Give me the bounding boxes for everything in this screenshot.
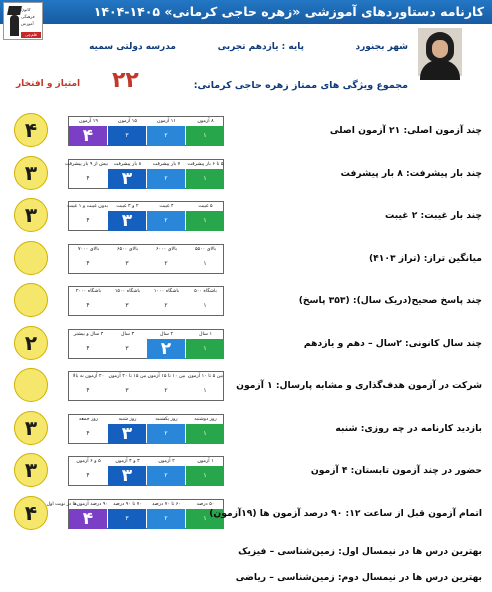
level-cell: ۳ <box>108 169 146 189</box>
best-subjects-term-1: بهترین درس ها در نیمسال اول: زمین‌شناسی – فیزیک <box>238 546 482 557</box>
level-grid <box>68 414 224 444</box>
level-cell: ۲ <box>147 466 185 486</box>
level-cell: ۱ <box>186 424 224 444</box>
question-label: چند بار پیشرفت: ۸ بار پیشرفت <box>340 168 482 179</box>
level-cell: ۳ <box>108 126 146 146</box>
score-badge: ۴ <box>14 113 48 147</box>
level-cell: ۱ <box>203 387 207 394</box>
level-cell: ۲ <box>164 387 168 394</box>
level-header: ۷۰ تا ۹۰ درصد <box>113 502 142 507</box>
student-school: مدرسه دولتی سمیه <box>89 42 176 52</box>
level-cell: ۱ <box>203 260 207 267</box>
logo-tag: قلم‌چی <box>21 32 41 38</box>
score-badge: ۴ <box>14 496 48 530</box>
student-city: شهر بجنورد <box>355 42 408 52</box>
question-label: چند پاسخ صحیح(دریک سال): (۳۵۳ پاسخ) <box>298 295 482 306</box>
total-score: ۲۲ <box>112 68 139 93</box>
level-cell: ۲ <box>147 509 185 529</box>
level-cell: ۳ <box>125 260 129 267</box>
level-header: ۶۰ تا ۷۰ درصد <box>152 502 181 507</box>
level-header: بالای ۶۵۰۰ <box>116 247 139 252</box>
level-header: ۹۰ درصد آزمون‌ها در نوبت اول <box>46 502 108 507</box>
level-header: بالای ۶۰۰۰ <box>155 247 178 252</box>
level-grid <box>68 201 224 231</box>
level-header: بین ۵ تا ۱۰ آزمون <box>187 374 224 379</box>
logo <box>3 2 43 40</box>
level-cell: ۲ <box>147 126 185 146</box>
level-header: روز جمعه <box>78 417 99 422</box>
question-label: میانگین تراز: (تراز ۴۱۰۳) <box>368 253 482 264</box>
logo-line-1: کانون <box>21 7 31 12</box>
level-header: بیش از ۹ بار پیشرفت <box>64 162 108 167</box>
level-grid <box>64 159 224 189</box>
level-cell: ۴ <box>69 126 107 146</box>
level-cell: ۴ <box>86 387 90 394</box>
level-grid <box>68 116 224 146</box>
level-cell: ۱ <box>186 169 224 189</box>
logo-line-2: فرهنگی <box>21 14 35 19</box>
level-cell: ۴ <box>86 217 90 224</box>
level-cell: ۳ <box>108 466 146 486</box>
level-cell: ۱ <box>186 126 224 146</box>
level-header: ۸ آزمون <box>197 119 214 124</box>
level-cell: ۲ <box>164 260 168 267</box>
score-badge: ۳ <box>14 411 48 445</box>
student-grade: پایه : یازدهم تجربی <box>217 42 304 52</box>
level-cell: ۱ <box>186 466 224 486</box>
level-cell: ۳ <box>125 345 129 352</box>
question-label: حضور در چند آزمون تابستان: ۴ آزمون <box>310 465 482 476</box>
best-subjects-term-2: بهترین درس ها در نیمسال دوم: زمین‌شناسی – ریاضی <box>235 572 482 583</box>
level-cell: ۱ <box>186 509 224 529</box>
logo-line-3: آموزش <box>21 21 34 26</box>
level-header: بین ۱۰ تا ۱۵ آزمون <box>147 374 186 379</box>
level-header: ۵ غیبت <box>198 204 213 209</box>
level-header: ۲ و ۳ غیبت <box>116 204 139 209</box>
level-cell: ۲ <box>164 302 168 309</box>
score-badge: ۳ <box>14 453 48 487</box>
level-header: باشگاه ۱۵۰۰ <box>114 289 141 294</box>
level-grid <box>68 371 224 401</box>
level-cell: ۱ <box>203 302 207 309</box>
level-cell: ۴ <box>69 509 107 529</box>
question-label: چند بار غیبت: ۲ غیبت <box>385 210 482 221</box>
level-grid <box>68 244 224 274</box>
level-header: باشگاه ۵۰۰ <box>194 289 217 294</box>
level-header: بین ۱۵ تا ۲۰ آزمون <box>108 374 147 379</box>
level-header: ۸ بار پیشرفت <box>113 162 142 167</box>
level-cell: ۲ <box>147 424 185 444</box>
level-header: ۱۵ آزمون <box>118 119 137 124</box>
level-header: ۵۰ درصد <box>196 502 215 507</box>
level-header: روز دوشنبه <box>194 417 217 422</box>
question-label: شرکت در آزمون هدف‌گذاری و مشابه پارسال: ۱ آزمون <box>236 380 482 391</box>
score-badge: ۲ <box>14 326 48 360</box>
level-cell: ۲ <box>147 339 185 359</box>
level-header: روز یکشنبه <box>155 417 178 422</box>
level-header: روز شنبه <box>118 417 137 422</box>
level-cell: ۳ <box>108 509 146 529</box>
level-grid <box>68 286 224 316</box>
page-title: کارنامه دستاوردهای آموزشی «زهره حاجی کرمانی» ۱۴۰۵-۱۴۰۴ <box>93 4 484 19</box>
figure-icon <box>10 15 19 36</box>
student-photo <box>418 28 462 76</box>
level-cell: ۳ <box>108 424 146 444</box>
level-cell: ۱ <box>186 339 224 359</box>
level-header: ۱ آزمون <box>197 459 214 464</box>
total-score-label: امتیاز و افتخار <box>16 79 81 89</box>
level-header: ۲ سال <box>159 332 174 337</box>
score-badge <box>14 368 48 402</box>
question-label: بازدید کارنامه در چه روزی: شنبه <box>335 423 482 434</box>
level-cell: ۲ <box>147 211 185 231</box>
level-grid <box>46 499 224 529</box>
level-header: باشگاه ۲۰۰۰ <box>75 289 102 294</box>
level-grid <box>68 456 224 486</box>
level-header: ۴ سال و بیشتر <box>73 332 104 337</box>
level-grid <box>68 329 224 359</box>
level-cell: ۴ <box>86 472 90 479</box>
score-badge: ۳ <box>14 198 48 232</box>
level-cell: ۴ <box>86 430 90 437</box>
level-header: بالای ۵۵۰۰ <box>194 247 217 252</box>
level-cell: ۳ <box>125 387 129 394</box>
question-label: چند آزمون اصلی: ۲۱ آزمون اصلی <box>329 125 482 136</box>
level-header: ۲ آزمون <box>158 459 175 464</box>
level-header: ۱ سال <box>198 332 213 337</box>
level-header: ۱۱ آزمون <box>157 119 176 124</box>
title-banner <box>0 0 492 24</box>
question-label: چند سال کانونی: ۲سال – دهم و یازدهم <box>303 338 482 349</box>
level-cell: ۴ <box>86 302 90 309</box>
level-header: ۵ تا ۶ بار پیشرفت <box>187 162 224 167</box>
level-header: ۲۰ آزمون به بالا <box>72 374 105 379</box>
level-header: ۳ سال <box>120 332 135 337</box>
level-cell: ۳ <box>125 302 129 309</box>
question-label: اتمام آزمون قبل از ساعت ۱۲: ۹۰ درصد آزمون ها (۱۹آزمون) <box>209 508 482 519</box>
level-header: بدون غیبت و ۱ غیبت <box>67 204 108 209</box>
level-cell: ۴ <box>86 345 90 352</box>
level-header: باشگاه ۱۰۰۰ <box>153 289 180 294</box>
level-header: ۱۹ آزمون <box>79 119 98 124</box>
level-cell: ۴ <box>86 175 90 182</box>
level-cell: ۳ <box>108 211 146 231</box>
level-header: ۷ بار پیشرفت <box>152 162 181 167</box>
level-header: بالای ۷۰۰۰ <box>77 247 100 252</box>
score-badge <box>14 283 48 317</box>
level-header: ۵ و ۶ آزمون <box>76 459 101 464</box>
traits-label: مجموع ویژگی های ممتاز زهره حاجی کرمانی: <box>193 80 408 91</box>
level-cell: ۱ <box>186 211 224 231</box>
level-cell: ۲ <box>147 169 185 189</box>
score-badge: ۳ <box>14 156 48 190</box>
score-badge <box>14 241 48 275</box>
level-cell: ۴ <box>86 260 90 267</box>
graduation-cap-icon <box>7 6 22 15</box>
level-header: ۴ غیبت <box>159 204 174 209</box>
level-header: ۳ و ۴ آزمون <box>115 459 140 464</box>
